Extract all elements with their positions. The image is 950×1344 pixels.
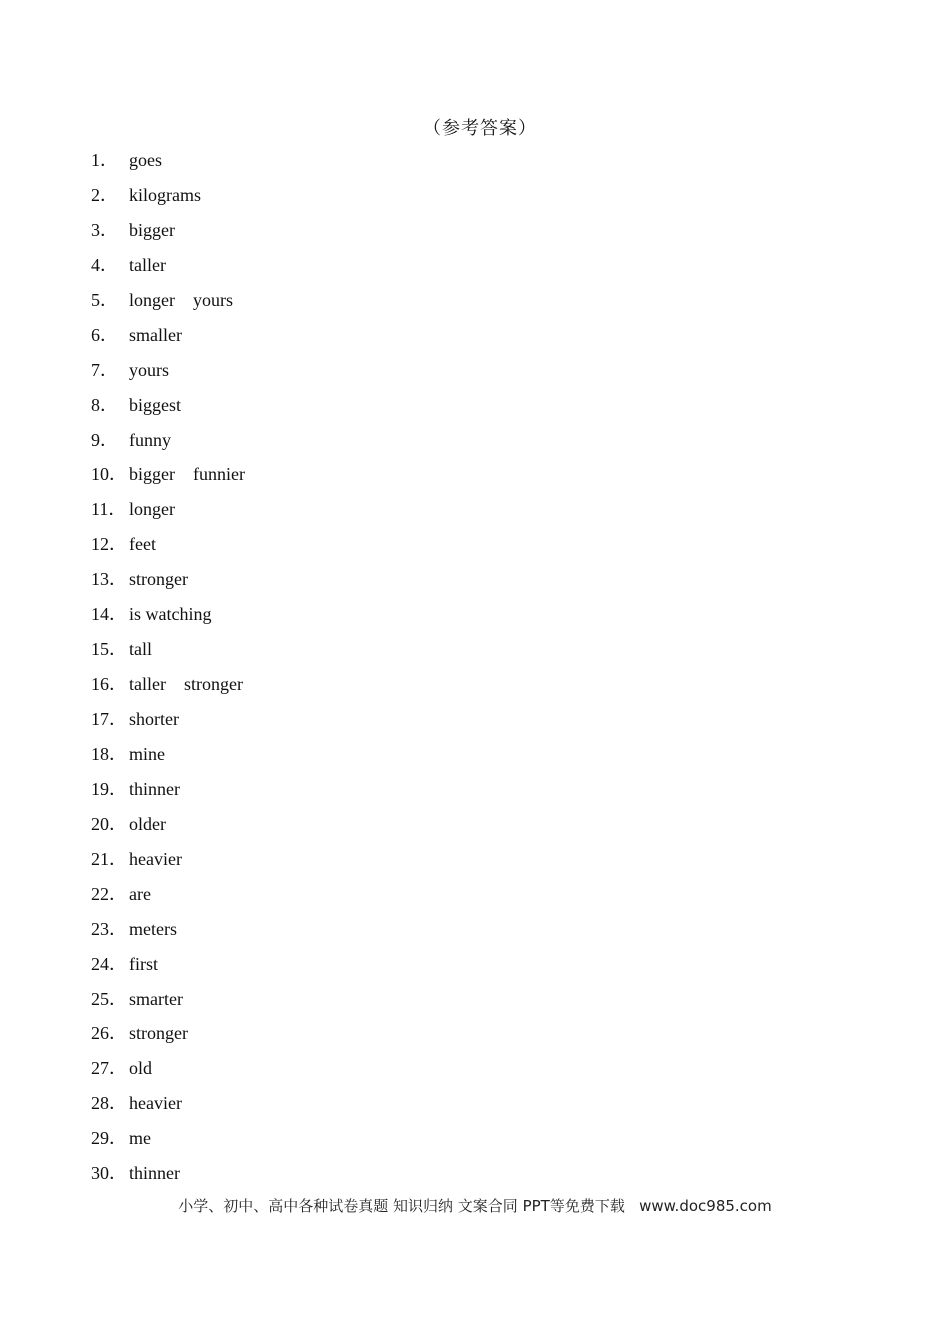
list-item [91, 740, 245, 775]
list-item [91, 705, 245, 740]
item-answer: biggest [129, 394, 181, 415]
item-number: 11． [91, 499, 127, 520]
item-answer: me [129, 1128, 151, 1149]
item-answer: longer [129, 499, 175, 520]
list-item [91, 286, 245, 321]
list-item [91, 391, 245, 426]
list-item [91, 880, 245, 915]
item-number: 6． [91, 324, 118, 345]
item-answer: heavier [129, 1093, 182, 1114]
item-answer: goes [129, 150, 162, 170]
item-number: 2． [91, 184, 118, 205]
item-answer: thinner [129, 778, 180, 799]
list-item [91, 1089, 245, 1124]
item-answer: older [129, 813, 166, 834]
list-item [91, 181, 245, 216]
item-answer: stronger [129, 569, 188, 590]
list-item [91, 356, 245, 391]
list-item [91, 1019, 245, 1054]
list-item [91, 216, 245, 251]
list-item [91, 845, 245, 880]
item-answer: first [129, 953, 158, 974]
list-item [91, 460, 245, 495]
item-number: 21． [91, 848, 127, 869]
item-number: 8． [91, 394, 118, 415]
item-answer: meters [129, 918, 177, 939]
item-number: 13． [91, 569, 127, 590]
item-answer: old [129, 1058, 153, 1079]
item-number: 3． [91, 219, 118, 240]
item-number: 20． [91, 813, 127, 834]
list-item [91, 426, 245, 461]
item-answer: mine [129, 743, 165, 764]
item-answer: is watching [129, 604, 212, 625]
list-item [91, 146, 245, 181]
item-answer: taller [129, 254, 166, 275]
item-answer: taller stronger [129, 674, 243, 695]
item-number: 24． [91, 953, 127, 974]
item-answer: bigger funnier [129, 464, 245, 485]
list-item [91, 915, 245, 950]
item-number: 29． [91, 1128, 127, 1149]
item-number: 27． [91, 1058, 127, 1079]
item-number: 23． [91, 918, 127, 939]
item-number: 28． [91, 1093, 127, 1114]
answer-key-title: （参考答案） [423, 118, 537, 139]
item-number: 5． [91, 289, 118, 310]
list-item [91, 600, 245, 635]
item-answer: shorter [129, 709, 179, 729]
item-answer: smaller [129, 324, 182, 345]
item-number: 15． [91, 639, 127, 660]
list-item [91, 1054, 245, 1089]
item-number: 7． [91, 359, 118, 380]
item-answer: yours [129, 359, 169, 380]
item-number: 18． [91, 743, 127, 764]
item-answer: smarter [129, 988, 183, 1009]
item-number: 12． [91, 534, 127, 555]
item-answer: thinner [129, 1163, 180, 1184]
item-number: 30． [91, 1163, 127, 1184]
item-answer: funny [129, 429, 171, 450]
item-answer: are [129, 883, 151, 904]
item-number: 4． [91, 254, 118, 275]
list-item [91, 635, 245, 670]
list-item [91, 985, 245, 1020]
item-number: 19． [91, 778, 127, 799]
list-item [91, 670, 245, 705]
list-item [91, 810, 245, 845]
item-number: 10． [91, 464, 127, 485]
footer-watermark: 小学、初中、高中各种试卷真题 知识归纳 文案合同 PPT等免费下载 www.doc985.com [178, 1197, 772, 1215]
item-number: 16． [91, 674, 127, 695]
item-number: 9． [91, 429, 118, 450]
list-item [91, 565, 245, 600]
list-item [91, 495, 245, 530]
list-item [91, 950, 245, 985]
item-answer: feet [129, 534, 156, 555]
list-item [91, 530, 245, 565]
item-answer: heavier [129, 848, 182, 869]
item-number: 14． [91, 604, 127, 625]
item-number: 26． [91, 1023, 127, 1044]
list-item [91, 775, 245, 810]
list-item [91, 321, 245, 356]
item-answer: kilograms [129, 184, 201, 205]
item-answer: longer yours [129, 289, 233, 310]
item-number: 25． [91, 988, 127, 1009]
item-answer: stronger [129, 1023, 188, 1044]
answer-list [91, 146, 245, 1194]
item-number: 17． [91, 709, 127, 729]
item-answer: bigger [129, 219, 175, 240]
item-answer: tall [129, 639, 152, 660]
item-number: 22． [91, 883, 127, 904]
list-item [91, 251, 245, 286]
list-item [91, 1159, 245, 1194]
list-item [91, 1124, 245, 1159]
item-number: 1． [91, 150, 118, 170]
